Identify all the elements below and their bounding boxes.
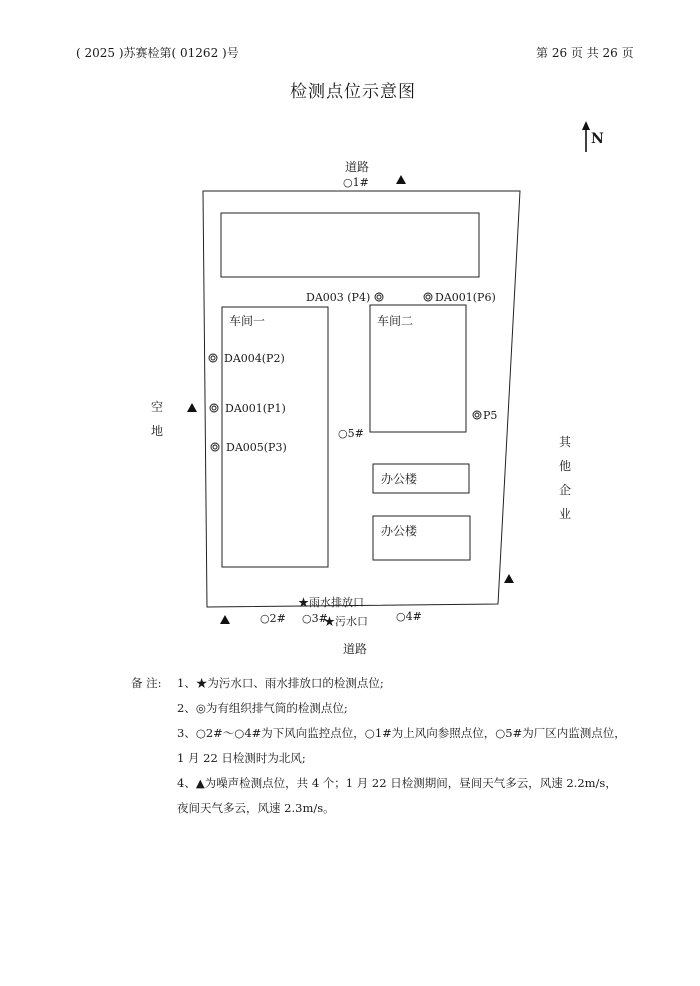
noise-point-icon: [187, 403, 197, 412]
stack-da004-label: DA004(P2): [224, 352, 285, 365]
monitor-point-5: ○5#: [338, 427, 364, 440]
note-line-3: 3、○2#～○4#为下风向监控点位，○1#为上风向参照点位，○5#为厂区内监测点位，: [177, 726, 626, 740]
road-top-label: 道路: [345, 160, 370, 174]
note-line-4: 1 月 22 日检测时为北风;: [177, 751, 306, 765]
stack-da004-icon: [209, 354, 217, 362]
road-bottom-label: 道路: [343, 642, 368, 656]
stack-da001-p1-icon: [210, 404, 218, 412]
office-2-label: 办公楼: [381, 524, 418, 538]
stack-da005-label: DA005(P3): [226, 441, 287, 454]
sewage-outlet-label: ★污水口: [324, 615, 368, 628]
office-1-label: 办公楼: [381, 472, 418, 486]
monitor-point-3: ○3#: [302, 612, 328, 625]
stack-da005-icon: [211, 443, 219, 451]
stack-da001-p1-label: DA001(P1): [225, 402, 286, 415]
workshop-1-building: [222, 307, 328, 567]
notes-label: 备 注:: [131, 676, 162, 690]
north-label: N: [591, 131, 604, 147]
empty-land-label: 空地: [150, 400, 163, 438]
note-line-6: 夜间天气多云，风速 2.3m/s。: [177, 801, 335, 815]
report-number: ( 2025 )苏赛检第( 01262 )号: [76, 46, 239, 60]
notes-section: [131, 671, 626, 821]
note-line-5: 4、▲为噪声检测点位，共 4 个；1 月 22 日检测期间，昼间天气多云，风速 2.2m/s，: [177, 776, 617, 790]
site-boundary: [203, 191, 520, 607]
note-line-2: 2、◎为有组织排气筒的检测点位;: [177, 701, 348, 715]
noise-point-icon: [504, 574, 514, 583]
rain-outlet-label: ★雨水排放口: [298, 596, 364, 609]
note-line-1: 1、★为污水口、雨水排放口的检测点位;: [177, 676, 384, 690]
workshop-2-label: 车间二: [377, 314, 414, 328]
stack-p5-icon: [473, 411, 481, 419]
workshop-1-label: 车间一: [229, 314, 266, 328]
stack-da003-icon: [375, 293, 383, 301]
stack-da001-p6-label: DA001(P6): [435, 291, 496, 304]
page-info: 第 26 页 共 26 页: [536, 46, 634, 60]
monitor-point-2: ○2#: [260, 612, 286, 625]
building-top: [221, 213, 479, 277]
diagram-title: 检测点位示意图: [290, 82, 416, 102]
noise-point-icon: [220, 615, 230, 624]
stack-da003-label: DA003 (P4): [306, 291, 371, 304]
stack-da001-p6-icon: [424, 293, 432, 301]
stack-p5-label: P5: [483, 409, 498, 422]
north-arrow-icon: [582, 121, 590, 152]
other-enterprise-label: 其他企业: [558, 435, 571, 521]
monitor-point-1: ○1#: [343, 176, 369, 189]
monitor-point-4: ○4#: [396, 610, 422, 623]
noise-point-icon: [396, 175, 406, 184]
